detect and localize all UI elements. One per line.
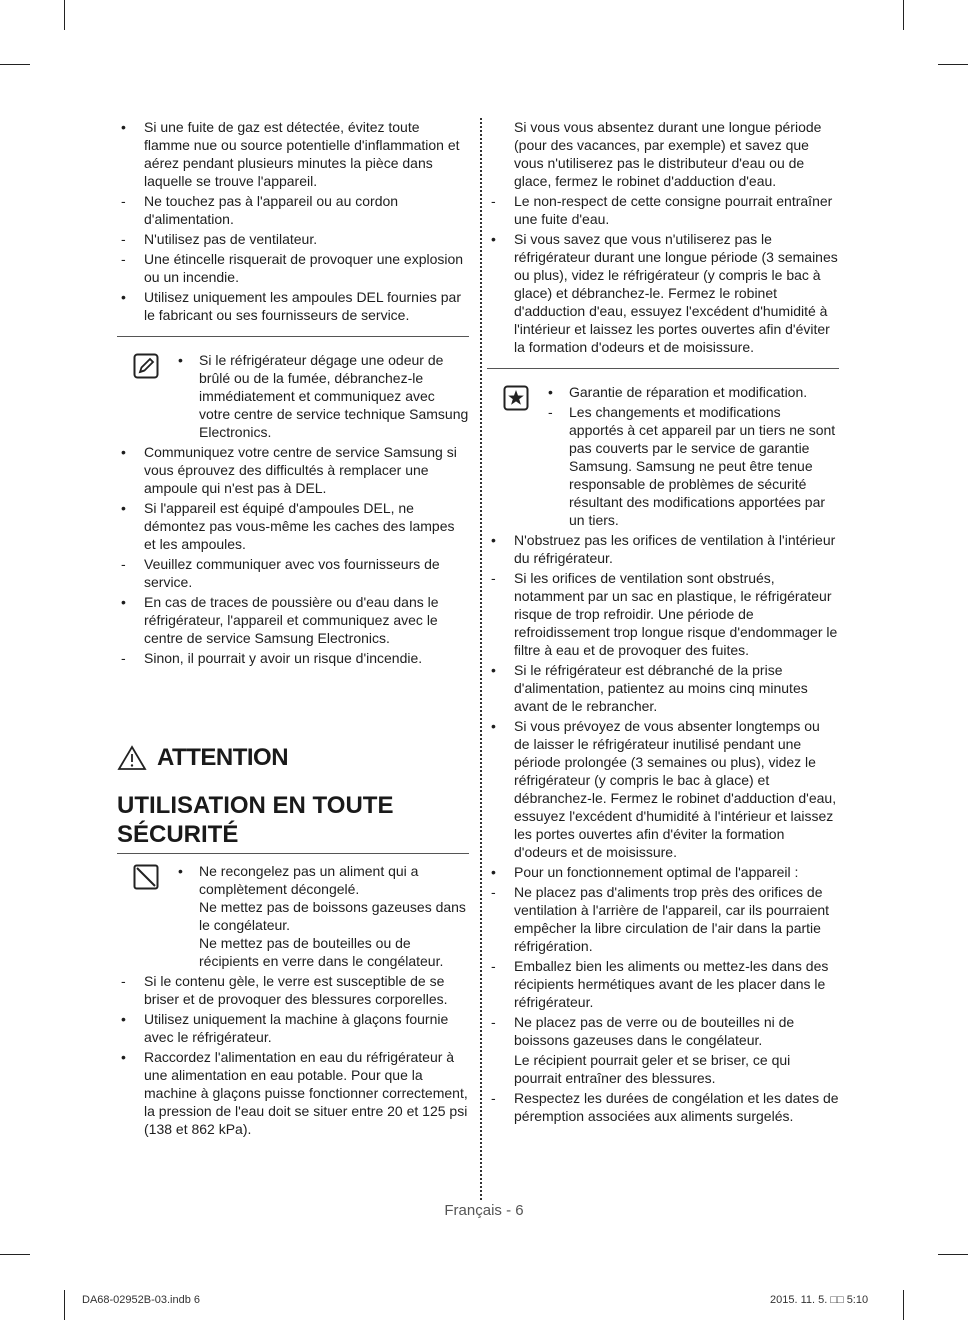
star-icon bbox=[503, 385, 529, 411]
list-item bbox=[487, 118, 839, 190]
bullet: • bbox=[491, 662, 496, 678]
list-item bbox=[117, 593, 469, 647]
dash: - bbox=[548, 404, 553, 420]
bullet: • bbox=[491, 231, 496, 247]
crop-mark bbox=[64, 1290, 65, 1320]
item-text: Si le contenu gèle, le verre est susceptible de se briser et de provoquer des blessures corporelles. bbox=[144, 973, 448, 1007]
note-text: Ne mettez pas de boissons gazeuses dans le congélateur. bbox=[199, 899, 466, 933]
bullet: • bbox=[121, 594, 126, 610]
bullet: • bbox=[121, 289, 126, 305]
column-divider bbox=[480, 118, 482, 1200]
bullet: • bbox=[491, 864, 496, 880]
list-item bbox=[117, 972, 469, 1008]
list-item bbox=[117, 230, 469, 248]
warning-triangle-icon bbox=[117, 745, 147, 771]
list-item bbox=[487, 661, 839, 715]
note-block-freeze bbox=[117, 862, 469, 970]
section-rule bbox=[487, 368, 839, 369]
item-text: Respectez les durées de congélation et les dates de péremption associées aux aliments surgelés. bbox=[514, 1090, 839, 1124]
item-text: Le récipient pourrait geler et se briser, ce qui pourrait entraîner des blessures. bbox=[514, 1052, 791, 1086]
section-rule bbox=[117, 336, 469, 337]
list-item bbox=[117, 555, 469, 591]
list-item bbox=[117, 192, 469, 228]
list-item bbox=[487, 717, 839, 861]
list-item bbox=[487, 883, 839, 955]
dash: - bbox=[121, 556, 126, 572]
item-text: Utilisez uniquement les ampoules DEL fournies par le fabricant ou ses fournisseurs de service. bbox=[144, 289, 461, 323]
dash: - bbox=[121, 193, 126, 209]
item-text: Si vous vous absentez durant une longue période (pour des vacances, par exemple) et savez que vous n'utiliserez pas le distributeur d'eau ou de glace, fermez le robinet d'adduction d'eau. bbox=[514, 119, 822, 189]
item-text: Le non-respect de cette consigne pourrait entraîner une fuite d'eau. bbox=[514, 193, 833, 227]
note-text: Si le réfrigérateur dégage une odeur de brûlé ou de la fumée, débranchez-le immédiatement et communiquez avec votre centre de service technique Samsung Electronics. bbox=[199, 352, 469, 440]
list-item bbox=[487, 1051, 839, 1087]
section-title-line: SÉCURITÉ bbox=[117, 821, 239, 848]
crop-mark bbox=[903, 1290, 904, 1320]
dash: - bbox=[491, 1090, 496, 1106]
crop-mark bbox=[938, 64, 968, 65]
item-text: N'utilisez pas de ventilateur. bbox=[144, 231, 318, 247]
item-text: Ne placez pas de verre ou de bouteilles ni de boissons gazeuses dans le congélateur. bbox=[514, 1014, 795, 1048]
dash: - bbox=[491, 193, 496, 209]
list-item bbox=[487, 230, 839, 356]
item-text: Si l'appareil est équipé d'ampoules DEL, ne démontez pas vous-même les caches des lampes et les ampoules. bbox=[144, 500, 455, 552]
bullet: • bbox=[121, 500, 126, 516]
list-item bbox=[487, 1089, 839, 1125]
note-item bbox=[172, 862, 469, 970]
item-text: Si vous savez que vous n'utiliserez pas le réfrigérateur durant une longue période (3 semaines ou plus), videz le réfrigérateur (y compris le bac à glace) et débranchez-le. Fermez le robinet d'adduction d'eau, essuyez l'excédent d'humidité à l'intérieur et laissez les portes ouvertes afin d'éviter la formation d'odeurs et de moisissure. bbox=[514, 231, 838, 355]
section-title bbox=[117, 791, 469, 849]
item-text: Ne placez pas d'aliments trop près des orifices de ventilation à l'arrière de l'appareil, car ils pourraient empêcher la libre circulation de l'air dans la partie réfrigération. bbox=[514, 884, 830, 954]
list-item bbox=[487, 957, 839, 1011]
item-text: Si vous prévoyez de vous absenter longtemps ou de laisser le réfrigérateur inutilisé pendant une période prolongée (3 semaines ou plus), videz le réfrigérateur (y compris le bac à glace) et débranchez-le. Fermez le robinet d'adduction d'eau, essuyez l'excédent d'humidité à l'intérieur et laissez les portes ouvertes afin d'éviter la formation d'odeurs et de moisissure. bbox=[514, 718, 837, 860]
file-info: DA68-02952B-03.indb 6 bbox=[82, 1294, 201, 1306]
item-text: Pour un fonctionnement optimal de l'appareil : bbox=[514, 864, 799, 880]
crop-mark bbox=[64, 0, 65, 30]
left-mid-list bbox=[117, 443, 469, 667]
item-text: Si le réfrigérateur est débranché de la prise d'alimentation, patientez au moins cinq minutes avant de le rebrancher. bbox=[514, 662, 808, 714]
item-text: Emballez bien les aliments ou mettez-les dans des récipients hermétiques avant de les placer dans le réfrigérateur. bbox=[514, 958, 829, 1010]
item-text: Communiquez votre centre de service Samsung si vous éprouvez des difficultés à remplacer une ampoule qui n'est pas à DEL. bbox=[144, 444, 457, 496]
crop-mark bbox=[0, 64, 30, 65]
list-item bbox=[117, 250, 469, 286]
item-text: Raccordez l'alimentation en eau du réfrigérateur à une alimentation en eau potable. Pour que la machine à glaçons puisse fonctionner correctement, la pression de l'eau doit se situer entre 20 et 125 psi (138 et 862 kPa). bbox=[144, 1049, 468, 1137]
left-top-list bbox=[117, 118, 469, 324]
list-item bbox=[117, 1010, 469, 1046]
item-text: Veuillez communiquer avec vos fournisseurs de service. bbox=[144, 556, 440, 590]
note-text: Ne mettez pas de bouteilles ou de récipients en verre dans le congélateur. bbox=[199, 935, 444, 969]
item-text: N'obstruez pas les orifices de ventilation à l'intérieur du réfrigérateur. bbox=[514, 532, 836, 566]
note-item bbox=[542, 383, 839, 401]
dash: - bbox=[121, 650, 126, 666]
dash: - bbox=[491, 570, 496, 586]
dash: - bbox=[491, 958, 496, 974]
prohibited-icon bbox=[133, 864, 159, 890]
list-item bbox=[117, 649, 469, 667]
item-text: Si une fuite de gaz est détectée, évitez toute flamme nue ou source potentielle d'inflammation et aérez pendant plusieurs minutes la pièce dans laquelle se trouve l'appareil. bbox=[144, 119, 460, 189]
item-text: Utilisez uniquement la machine à glaçons fournie avec le réfrigérateur. bbox=[144, 1011, 449, 1045]
page-number: Français - 6 bbox=[444, 1202, 524, 1219]
bullet: • bbox=[121, 444, 126, 460]
note-block-smoke bbox=[117, 351, 469, 441]
bullet: • bbox=[121, 119, 126, 135]
note-text: Les changements et modifications apportés à cet appareil par un tiers ne sont pas couverts par le service de garantie Samsung. Samsung ne peut être tenue responsable de problèmes de sécurité résultant des modifications apportées par un tiers. bbox=[569, 404, 836, 528]
right-top-list bbox=[487, 192, 839, 356]
pencil-note-icon bbox=[133, 353, 159, 379]
crop-mark bbox=[903, 0, 904, 30]
bullet: • bbox=[491, 532, 496, 548]
list-item bbox=[117, 1048, 469, 1138]
list-item bbox=[117, 118, 469, 190]
bullet: • bbox=[548, 384, 553, 400]
crop-mark bbox=[0, 1254, 30, 1255]
note-text: Ne recongelez pas un aliment qui a complètement décongelé. bbox=[199, 863, 419, 897]
note-text: Garantie de réparation et modification. bbox=[569, 384, 808, 400]
title-rule bbox=[117, 853, 469, 854]
right-bottom-list bbox=[487, 531, 839, 1125]
section-title-line: UTILISATION EN TOUTE bbox=[117, 792, 394, 819]
dash: - bbox=[121, 231, 126, 247]
right-column bbox=[487, 118, 839, 1127]
attention-label: ATTENTION bbox=[157, 744, 289, 771]
list-item bbox=[487, 531, 839, 567]
left-bottom-list bbox=[117, 972, 469, 1138]
note-block-warranty bbox=[487, 383, 839, 529]
bullet: • bbox=[178, 352, 183, 368]
item-text: Une étincelle risquerait de provoquer une explosion ou un incendie. bbox=[144, 251, 464, 285]
note-item bbox=[542, 403, 839, 529]
bullet: • bbox=[178, 863, 183, 879]
left-column bbox=[117, 118, 469, 1140]
item-text: Si les orifices de ventilation sont obstrués, notamment par un sac en plastique, le réfrigérateur risque de trop refroidir. Une période de refroidissement trop longue risque d'endommager le filtre à eau et de provoquer des fuites. bbox=[514, 570, 838, 658]
dash: - bbox=[121, 251, 126, 267]
list-item bbox=[117, 288, 469, 324]
item-text: En cas de traces de poussière ou d'eau dans le réfrigérateur, l'appareil et communiquez avec le centre de service Samsung Electronics. bbox=[144, 594, 439, 646]
item-text: Ne touchez pas à l'appareil ou au cordon d'alimentation. bbox=[144, 193, 399, 227]
list-item bbox=[117, 499, 469, 553]
list-item bbox=[487, 863, 839, 881]
dash: - bbox=[491, 884, 496, 900]
note-item bbox=[172, 351, 469, 441]
list-item bbox=[487, 569, 839, 659]
bullet: • bbox=[121, 1049, 126, 1065]
bullet: • bbox=[121, 1011, 126, 1027]
dash: - bbox=[121, 973, 126, 989]
list-item bbox=[487, 192, 839, 228]
dash: - bbox=[491, 1014, 496, 1030]
attention-heading bbox=[117, 745, 469, 771]
item-text: Sinon, il pourrait y avoir un risque d'incendie. bbox=[144, 650, 423, 666]
list-item bbox=[117, 443, 469, 497]
list-item bbox=[487, 1013, 839, 1049]
bullet: • bbox=[491, 718, 496, 734]
print-date: 2015. 11. 5. □□ 5:10 bbox=[770, 1294, 869, 1306]
crop-mark bbox=[938, 1254, 968, 1255]
